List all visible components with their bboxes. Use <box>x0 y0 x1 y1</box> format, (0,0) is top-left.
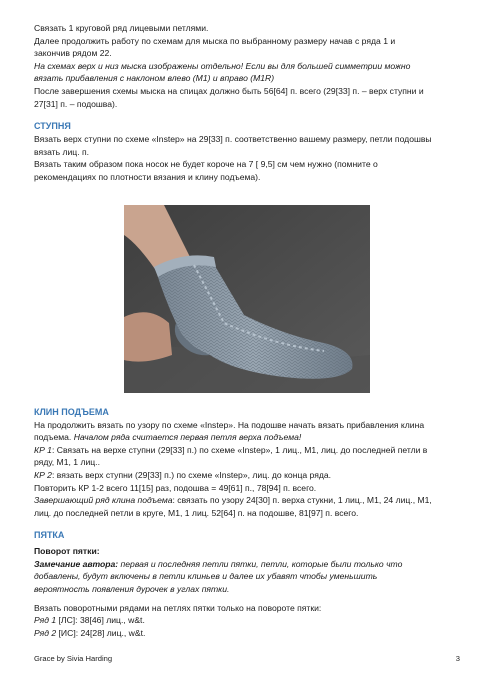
note-text: первая и последняя петли пятки, петли, которые были только что <box>118 558 403 569</box>
subheading-heel-turn: Поворот пятки: <box>34 546 100 557</box>
text-line: После завершения схемы мыска на спицах должно быть 56[64] п. всего (29[33] п. – верх ступни и <box>34 85 424 96</box>
sock-photo <box>124 205 370 393</box>
text-line <box>34 444 466 457</box>
section-heading-gusset: КЛИН ПОДЪЕМА <box>34 406 109 417</box>
italic-span: Началом ряда считается первая петля верха подъема! <box>73 432 302 443</box>
page-number: 3 <box>455 654 460 663</box>
text-span: [ИС]: 24[28] лиц., w&t. <box>56 627 146 638</box>
text-line <box>34 469 466 482</box>
section-heading-heel: ПЯТКА <box>34 530 65 541</box>
author-note <box>34 558 466 571</box>
sock-illustration <box>124 205 370 393</box>
text-span: [ЛС]: 38[46] лиц., w&t. <box>56 615 145 626</box>
text-line: Далее продолжить работу по схемам для мыска по выбранному размеру начав с ряда 1 и <box>34 35 396 46</box>
text-line: Вязать верх ступни по схеме «Instep» на 29[33] п. соответственно вашему размеру, петли подошвы <box>34 134 432 145</box>
row-label: Ряд 1 <box>34 615 57 626</box>
note-label: Замечание автора: <box>34 558 119 569</box>
footer-title: Grace by Sivia Harding <box>34 654 113 663</box>
author-note: вероятность появления дурочек в углах пятки. <box>34 584 230 595</box>
text-line: 27[31] п. – подошва). <box>34 98 118 109</box>
text-line <box>34 614 466 627</box>
author-note: добавлены, будут включены в петли клиньев и далее их убавят чтобы уменьшить <box>34 571 378 582</box>
italic-note: На схемах верх и низ мыска изображены отдельно! Если вы для большей симметрии можно <box>34 60 411 71</box>
row-label: Завершающий ряд клина подъема <box>34 495 173 506</box>
row-label: КР 2 <box>34 469 52 480</box>
text-span: подъема. <box>34 432 74 443</box>
section-heading-foot: СТУПНЯ <box>34 121 71 132</box>
row-label: Ряд 2 <box>34 627 57 638</box>
text-line <box>34 494 466 507</box>
page-footer <box>34 654 460 663</box>
text-line: вязать лиц. п. <box>34 146 90 157</box>
text-line: Вязать таким образом пока носок не будет короче на 7 [ 9,5] см чем нужно (помните о <box>34 159 378 170</box>
text-line: Вязать поворотными рядами на петлях пятки только на повороте пятки: <box>34 602 322 613</box>
text-span: : связать по узору 24[30] п. верха стукни, 1 лиц., М1, 24 лиц., М1, <box>172 495 432 506</box>
italic-note: вязать прибавления с наклоном влево (М1) и вправо (M1R) <box>34 73 275 84</box>
text-span: : вязать верх ступни (29[33] п.) по схеме «Instep», лиц. до конца ряда. <box>51 469 332 480</box>
text-line: На продолжить вязать по узору по схеме «Instep». На подошве начать вязать прибавления клина <box>34 419 425 430</box>
text-line <box>34 431 466 444</box>
text-line: ряду, М1, 1 лиц.. <box>34 457 100 468</box>
text-line: Повторить КР 1-2 всего 11[15] раз, подошва = 49[61] п., 78[94] п. всего. <box>34 482 317 493</box>
text-line: закончив рядом 22. <box>34 48 112 59</box>
row-label: КР 1 <box>34 444 52 455</box>
text-span: : Связать на верхе ступни (29[33] п.) по схеме «Instep», 1 лиц., М1, лиц. до последней петли в <box>51 444 428 455</box>
text-line: Связать 1 круговой ряд лицевыми петлями. <box>34 23 209 33</box>
text-line: рекомендациях по плотности вязания и клину подъема). <box>34 171 261 182</box>
text-line <box>34 627 466 640</box>
text-line: лиц. до последней петли в круге, М1, 1 лиц. 52[64] п. на подошве, 81[97] п. всего. <box>34 507 359 518</box>
